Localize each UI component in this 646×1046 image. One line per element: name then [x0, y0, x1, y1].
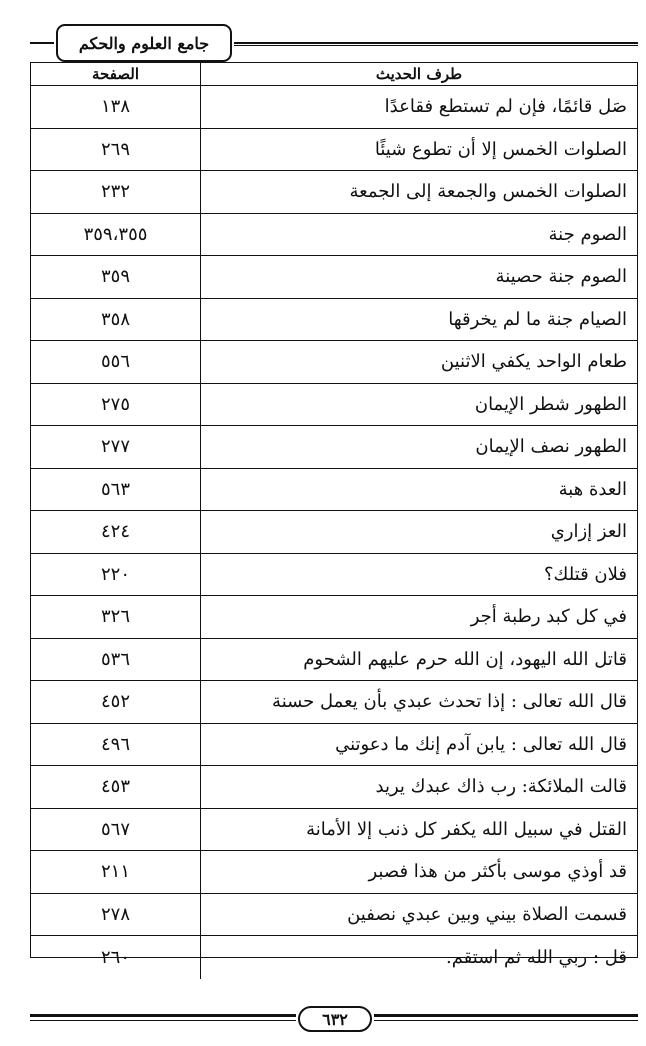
hadith-text: قد أوذي موسى بأكثر من هذا فصبر — [200, 851, 637, 893]
hadith-text: قل : ربي الله ثم استقم. — [200, 936, 637, 979]
table-row — [31, 511, 637, 554]
book-title: جامع العلوم والحكم — [56, 24, 232, 62]
hadith-text: فلان قتلك؟ — [200, 554, 637, 596]
hadith-text: الصوم جنة حصينة — [200, 256, 637, 298]
hadith-text: الصلوات الخمس والجمعة إلى الجمعة — [200, 171, 637, 213]
page-header — [30, 22, 638, 66]
page-reference: ٢٦٠ — [101, 946, 131, 968]
table-row — [31, 341, 637, 384]
hadith-text: الطهور نصف الإيمان — [200, 426, 637, 468]
table-row — [31, 766, 637, 809]
footer-rule-thin-left — [30, 1020, 296, 1021]
page-reference: ٢٢٠ — [101, 563, 131, 585]
page-reference: ٤٩٦ — [101, 733, 131, 755]
table-row — [31, 639, 637, 682]
footer-rule-thick-right — [374, 1014, 638, 1017]
table-row — [31, 681, 637, 724]
page-reference: ٥٦٣ — [101, 478, 131, 500]
table-row — [31, 426, 637, 469]
page-reference: ٥٥٦ — [101, 351, 131, 373]
table-row — [31, 171, 637, 214]
table-row — [31, 809, 637, 852]
page-reference: ٥٦٧ — [101, 818, 131, 840]
table-row — [31, 851, 637, 894]
table-row — [31, 299, 637, 342]
header-rule-right-thin — [234, 45, 638, 46]
hadith-text: الصوم جنة — [200, 214, 637, 256]
page-reference: ٥٣٦ — [101, 648, 131, 670]
page-reference: ٤٥٢ — [101, 691, 131, 713]
page-reference: ١٣٨ — [101, 96, 131, 118]
hadith-text: في كل كبد رطبة أجر — [200, 596, 637, 638]
hadith-text: العدة هبة — [200, 469, 637, 511]
page-reference: ٤٢٤ — [101, 521, 131, 543]
footer-rule-thick-left — [30, 1014, 296, 1017]
page-reference: ٤٥٣ — [101, 776, 131, 798]
table-row — [31, 894, 637, 937]
page-reference: ٢٧٨ — [101, 903, 131, 925]
footer-rule-thin-right — [374, 1020, 638, 1021]
hadith-index-table — [30, 62, 638, 968]
hadith-text: قاتل الله اليهود، إن الله حرم عليهم الشحوم — [200, 639, 637, 681]
table-row — [31, 129, 637, 172]
page-reference: ٣٥٩،٣٥٥ — [83, 223, 148, 245]
hadith-text: الطهور شطر الإيمان — [200, 384, 637, 426]
page-number: ٦٣٢ — [298, 1006, 372, 1032]
page-reference: ٢٣٢ — [101, 181, 131, 203]
table-row — [31, 256, 637, 299]
table-row — [31, 214, 637, 257]
table-row — [31, 554, 637, 597]
header-rule-right — [234, 42, 638, 44]
hadith-text: قال الله تعالى : يابن آدم إنك ما دعوتني — [200, 724, 637, 766]
hadith-text: الصيام جنة ما لم يخرقها — [200, 299, 637, 341]
hadith-text: قالت الملائكة: رب ذاك عبدك يريد — [200, 766, 637, 808]
hadith-text: قال الله تعالى : إذا تحدث عبدي بأن يعمل حسنة — [200, 681, 637, 723]
table-row — [31, 724, 637, 767]
table-row — [31, 469, 637, 512]
hadith-text: القتل في سبيل الله يكفر كل ذنب إلا الأمانة — [200, 809, 637, 851]
page-reference: ٣٥٨ — [101, 308, 131, 330]
table-row — [31, 86, 637, 129]
page-reference: ٣٥٩ — [101, 266, 131, 288]
hadith-text: صَل قائمًا، فإن لم تستطع فقاعدًا — [200, 86, 637, 128]
page-footer — [30, 1006, 638, 1040]
table-row — [31, 384, 637, 427]
table-row — [31, 596, 637, 639]
page-reference: ٣٢٦ — [101, 606, 131, 628]
table-row — [31, 936, 637, 979]
page-reference: ٢٧٥ — [101, 393, 131, 415]
hadith-text: طعام الواحد يكفي الاثنين — [200, 341, 637, 383]
page-reference: ٢٦٩ — [101, 138, 131, 160]
hadith-text: قسمت الصلاة بيني وبين عبدي نصفين — [200, 894, 637, 936]
page-reference: ٢٧٧ — [101, 436, 131, 458]
column-header-hadith: طرف الحديث — [200, 63, 637, 85]
page-reference: ٢١١ — [101, 861, 131, 883]
table-header-row — [31, 63, 637, 86]
hadith-text: العز إزاري — [200, 511, 637, 553]
header-rule-left — [30, 42, 54, 44]
hadith-text: الصلوات الخمس إلا أن تطوع شيئًا — [200, 129, 637, 171]
column-header-page: الصفحة — [91, 65, 140, 83]
